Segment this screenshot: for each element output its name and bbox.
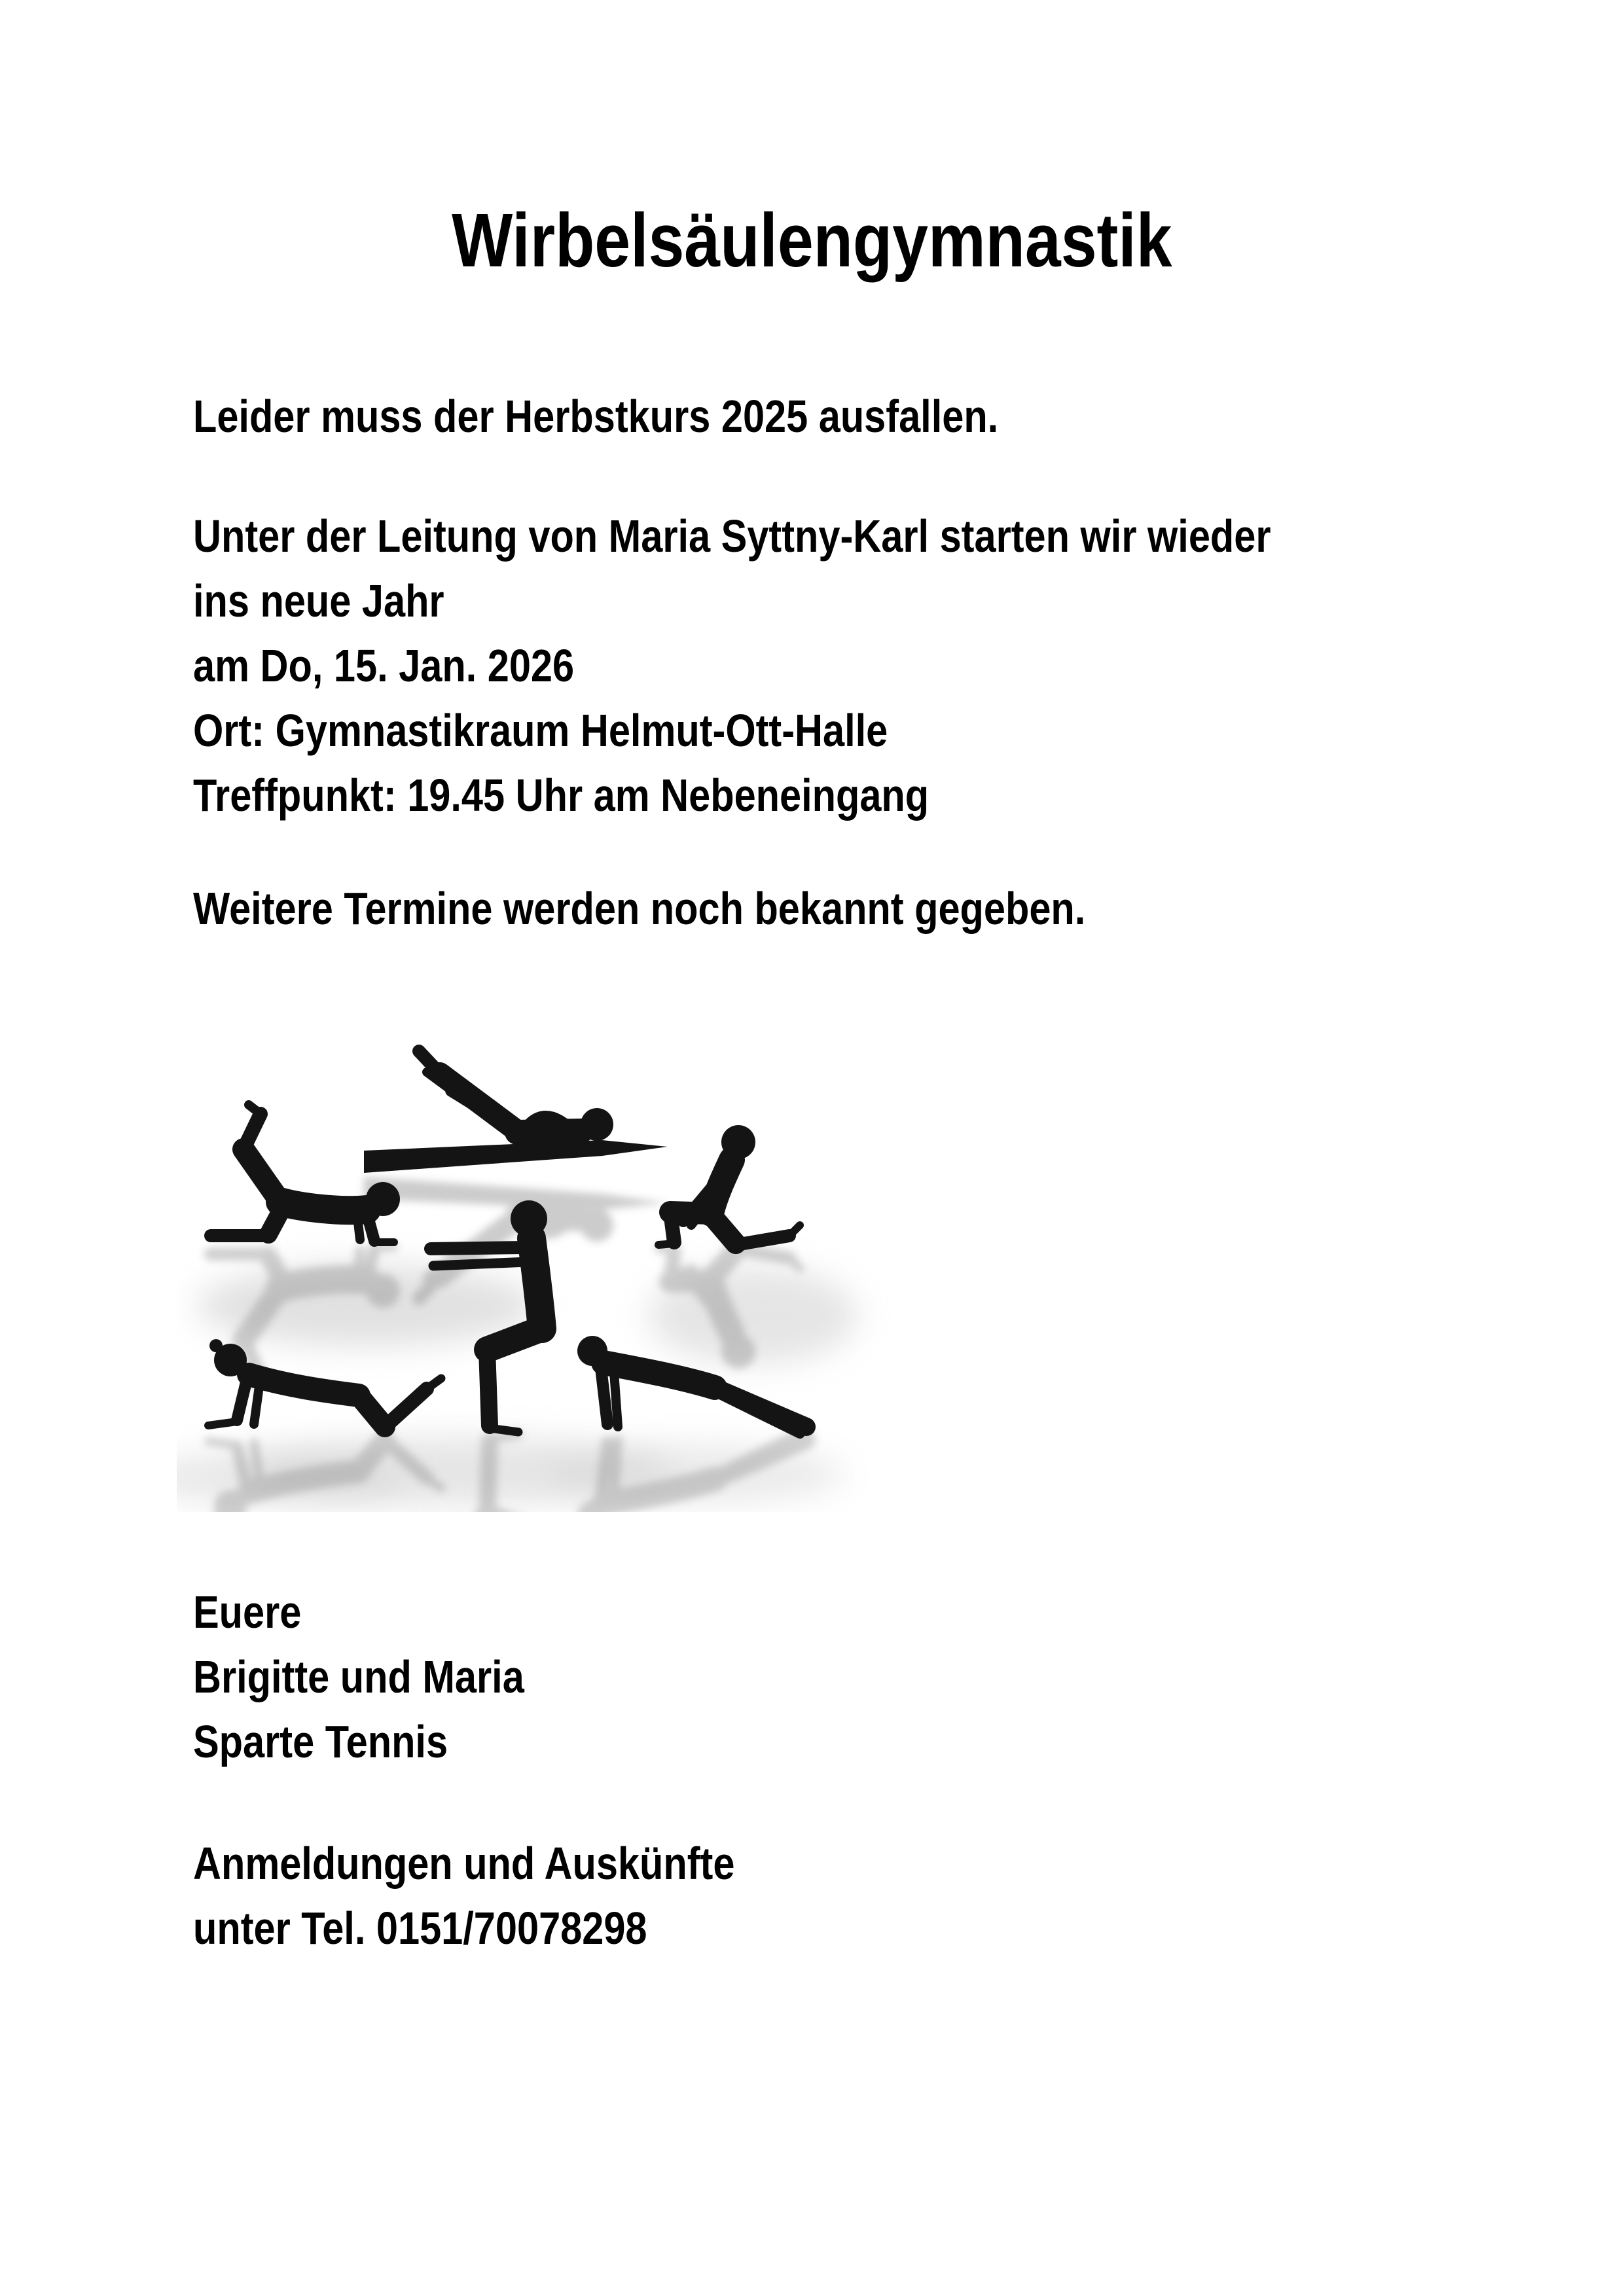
silhouette-leg-raise-on-bench [364,1051,668,1173]
silhouette-knee-push-up [208,1339,441,1427]
flyer-line: ins neue Jahr [193,575,444,626]
flyer-line: Ort: Gymnastikraum Helmut-Ott-Halle [193,705,888,756]
exercise-silhouettes-image [177,1028,910,1512]
paragraph-cancellation [193,384,1140,449]
silhouette-donkey-kick-on-all-fours [211,1105,400,1242]
flyer-line: Brigitte und Maria [193,1651,524,1702]
flyer-line: Euere [193,1587,302,1638]
flyer-line: Treffpunkt: 19.45 Uhr am Nebeneingang [193,770,929,821]
paragraph-contact [193,1831,830,1961]
flyer-line: Unter der Leitung von Maria Syttny-Karl starten wir wieder [193,511,1271,562]
silhouette-kneeling-lunge [659,1125,800,1245]
flyer-line: unter Tel. 0151/70078298 [193,1903,647,1954]
paragraph-restart [193,504,1461,828]
paragraph-signature [193,1580,583,1774]
page-title [0,191,1624,289]
flyer-line: am Do, 15. Jan. 2026 [193,640,575,691]
page-title-text: Wirbelsäulengymnastik [452,198,1172,283]
flyer-line: Anmeldungen und Auskünfte [193,1838,735,1889]
flyer-line: Leider muss der Herbstkurs 2025 ausfallen. [193,391,999,442]
flyer-line: Weitere Termine werden noch bekannt gegeben. [193,883,1086,934]
paragraph-more-dates [193,876,1243,941]
flyer-line: Sparte Tennis [193,1716,448,1767]
